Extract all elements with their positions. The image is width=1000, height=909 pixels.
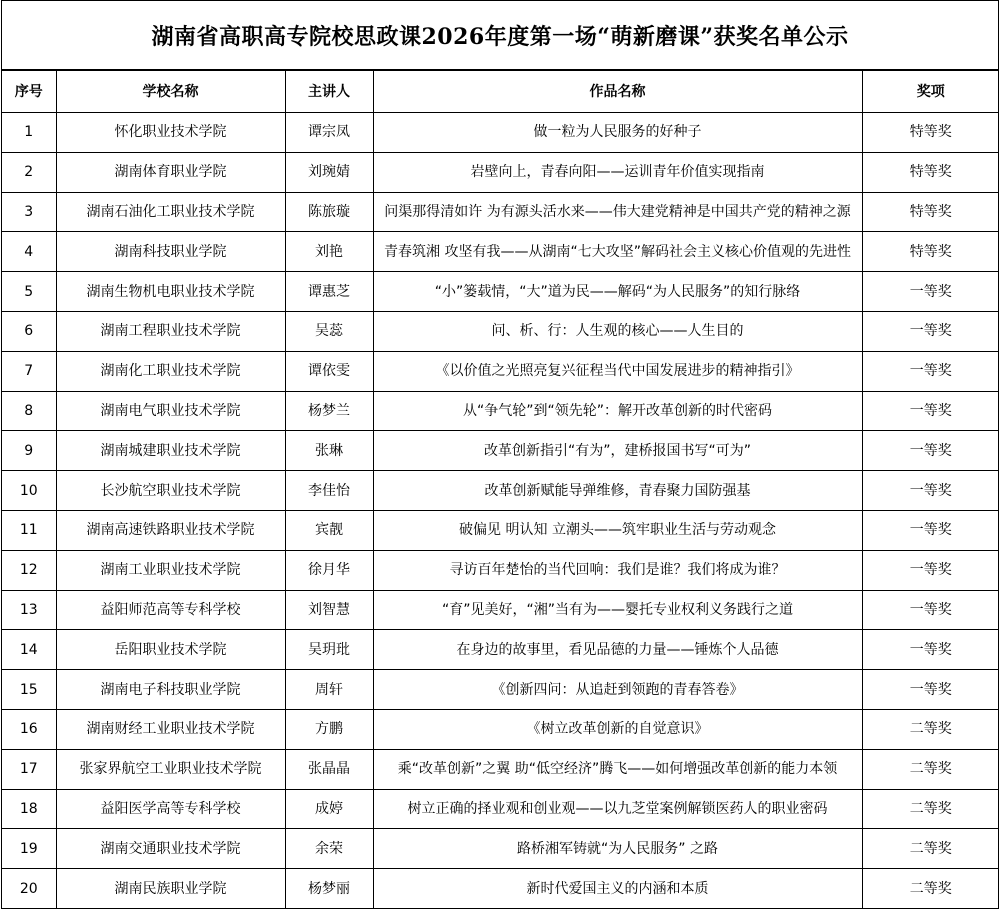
- cell-award: 一等奖: [862, 351, 999, 391]
- cell-award: 一等奖: [862, 471, 999, 511]
- award-list-sheet: [1, 0, 999, 909]
- cell-award: 特等奖: [862, 232, 999, 272]
- cell-award: 特等奖: [862, 113, 999, 153]
- cell-speaker: 刘智慧: [285, 590, 373, 630]
- cell-no: 20: [2, 869, 56, 909]
- cell-speaker: 杨梦丽: [285, 869, 373, 909]
- cell-no: 13: [2, 590, 56, 630]
- cell-speaker: 陈旅璇: [285, 192, 373, 232]
- cell-no: 10: [2, 471, 56, 511]
- cell-school: 湖南工业职业技术学院: [56, 550, 285, 590]
- cell-school: 长沙航空职业技术学院: [56, 471, 285, 511]
- table-row: [2, 630, 999, 670]
- header-school: 学校名称: [56, 71, 285, 113]
- cell-speaker: 张晶晶: [285, 749, 373, 789]
- cell-award: 二等奖: [862, 709, 999, 749]
- cell-speaker: 谭依雯: [285, 351, 373, 391]
- table-row: [2, 192, 999, 232]
- cell-work: 破偏见 明认知 立潮头——筑牢职业生活与劳动观念: [373, 510, 862, 550]
- cell-school: 湖南化工职业技术学院: [56, 351, 285, 391]
- cell-school: 湖南民族职业学院: [56, 869, 285, 909]
- cell-no: 8: [2, 391, 56, 431]
- table-row: [2, 510, 999, 550]
- cell-work: 做一粒为人民服务的好种子: [373, 113, 862, 153]
- cell-speaker: 张琳: [285, 431, 373, 471]
- cell-school: 怀化职业技术学院: [56, 113, 285, 153]
- cell-school: 湖南生物机电职业技术学院: [56, 272, 285, 312]
- cell-no: 14: [2, 630, 56, 670]
- cell-speaker: 余荣: [285, 829, 373, 869]
- cell-award: 特等奖: [862, 192, 999, 232]
- cell-speaker: 李佳怡: [285, 471, 373, 511]
- header-award: 奖项: [862, 71, 999, 113]
- cell-school: 湖南交通职业技术学院: [56, 829, 285, 869]
- table-row: [2, 590, 999, 630]
- table-row: [2, 391, 999, 431]
- header-row: [2, 71, 999, 113]
- cell-school: 湖南体育职业学院: [56, 152, 285, 192]
- table-row: [2, 431, 999, 471]
- table-row: [2, 113, 999, 153]
- header-work: 作品名称: [373, 71, 862, 113]
- cell-work: 问、析、行：人生观的核心——人生目的: [373, 311, 862, 351]
- cell-no: 7: [2, 351, 56, 391]
- cell-no: 11: [2, 510, 56, 550]
- table-row: [2, 272, 999, 312]
- table-row: [2, 311, 999, 351]
- cell-award: 二等奖: [862, 789, 999, 829]
- cell-award: 二等奖: [862, 869, 999, 909]
- cell-work: 从“争气轮”到“领先轮”：解开改革创新的时代密码: [373, 391, 862, 431]
- cell-speaker: 吴蕊: [285, 311, 373, 351]
- cell-award: 二等奖: [862, 829, 999, 869]
- cell-no: 6: [2, 311, 56, 351]
- cell-work: 新时代爱国主义的内涵和本质: [373, 869, 862, 909]
- cell-work: “小”篓载情，“大”道为民——解码“为人民服务”的知行脉络: [373, 272, 862, 312]
- cell-school: 湖南电气职业技术学院: [56, 391, 285, 431]
- cell-work: 《以价值之光照亮复兴征程当代中国发展进步的精神指引》: [373, 351, 862, 391]
- cell-work: 寻访百年楚怡的当代回响：我们是谁？我们将成为谁？: [373, 550, 862, 590]
- cell-award: 一等奖: [862, 311, 999, 351]
- cell-work: 路桥湘军铸就“为人民服务” 之路: [373, 829, 862, 869]
- cell-no: 16: [2, 709, 56, 749]
- cell-no: 18: [2, 789, 56, 829]
- cell-work: 在身边的故事里，看见品德的力量——锤炼个人品德: [373, 630, 862, 670]
- cell-no: 5: [2, 272, 56, 312]
- cell-school: 岳阳职业技术学院: [56, 630, 285, 670]
- cell-no: 2: [2, 152, 56, 192]
- cell-speaker: 徐月华: [285, 550, 373, 590]
- cell-school: 湖南石油化工职业技术学院: [56, 192, 285, 232]
- cell-no: 1: [2, 113, 56, 153]
- cell-work: 问渠那得清如许 为有源头活水来——伟大建党精神是中国共产党的精神之源: [373, 192, 862, 232]
- cell-work: “育”见美好，“湘”当有为——婴托专业权利义务践行之道: [373, 590, 862, 630]
- cell-award: 一等奖: [862, 272, 999, 312]
- header-no: 序号: [2, 71, 56, 113]
- cell-work: 青春筑湘 攻坚有我——从湖南“七大攻坚”解码社会主义核心价值观的先进性: [373, 232, 862, 272]
- cell-speaker: 方鹏: [285, 709, 373, 749]
- table-row: [2, 670, 999, 710]
- cell-no: 17: [2, 749, 56, 789]
- cell-no: 3: [2, 192, 56, 232]
- cell-award: 一等奖: [862, 550, 999, 590]
- cell-speaker: 周轩: [285, 670, 373, 710]
- cell-work: 乘“改革创新”之翼 助“低空经济”腾飞——如何增强改革创新的能力本领: [373, 749, 862, 789]
- cell-speaker: 吴玥玭: [285, 630, 373, 670]
- cell-school: 湖南高速铁路职业技术学院: [56, 510, 285, 550]
- cell-speaker: 刘艳: [285, 232, 373, 272]
- cell-award: 一等奖: [862, 431, 999, 471]
- cell-work: 改革创新赋能导弹维修，青春聚力国防强基: [373, 471, 862, 511]
- cell-no: 12: [2, 550, 56, 590]
- cell-award: 特等奖: [862, 152, 999, 192]
- page-title: 湖南省高职高专院校思政课2026年度第一场“萌新磨课”获奖名单公示: [151, 23, 849, 50]
- table-row: [2, 829, 999, 869]
- cell-award: 一等奖: [862, 510, 999, 550]
- table-row: [2, 152, 999, 192]
- cell-school: 湖南财经工业职业技术学院: [56, 709, 285, 749]
- cell-school: 益阳医学高等专科学校: [56, 789, 285, 829]
- cell-speaker: 刘琬婧: [285, 152, 373, 192]
- cell-no: 9: [2, 431, 56, 471]
- cell-school: 湖南电子科技职业学院: [56, 670, 285, 710]
- cell-school: 张家界航空工业职业技术学院: [56, 749, 285, 789]
- cell-award: 一等奖: [862, 590, 999, 630]
- table-row: [2, 232, 999, 272]
- cell-work: 树立正确的择业观和创业观——以九芝堂案例解锁医药人的职业密码: [373, 789, 862, 829]
- cell-speaker: 谭惠芝: [285, 272, 373, 312]
- cell-work: 《树立改革创新的自觉意识》: [373, 709, 862, 749]
- table-row: [2, 709, 999, 749]
- cell-work: 《创新四问：从追赶到领跑的青春答卷》: [373, 670, 862, 710]
- cell-speaker: 宾靓: [285, 510, 373, 550]
- cell-no: 4: [2, 232, 56, 272]
- table-row: [2, 869, 999, 909]
- cell-award: 一等奖: [862, 670, 999, 710]
- cell-speaker: 成婷: [285, 789, 373, 829]
- cell-school: 益阳师范高等专科学校: [56, 590, 285, 630]
- cell-speaker: 谭宗凤: [285, 113, 373, 153]
- award-table: [2, 70, 999, 909]
- cell-school: 湖南科技职业学院: [56, 232, 285, 272]
- table-row: [2, 351, 999, 391]
- cell-no: 19: [2, 829, 56, 869]
- cell-work: 岩壁向上，青春向阳——运训青年价值实现指南: [373, 152, 862, 192]
- cell-school: 湖南城建职业技术学院: [56, 431, 285, 471]
- cell-award: 一等奖: [862, 630, 999, 670]
- cell-work: 改革创新指引“有为”，建桥报国书写“可为”: [373, 431, 862, 471]
- cell-school: 湖南工程职业技术学院: [56, 311, 285, 351]
- cell-award: 二等奖: [862, 749, 999, 789]
- cell-speaker: 杨梦兰: [285, 391, 373, 431]
- cell-award: 一等奖: [862, 391, 999, 431]
- title-row: [2, 0, 998, 70]
- header-speaker: 主讲人: [285, 71, 373, 113]
- table-row: [2, 550, 999, 590]
- table-row: [2, 789, 999, 829]
- cell-no: 15: [2, 670, 56, 710]
- table-row: [2, 749, 999, 789]
- table-row: [2, 471, 999, 511]
